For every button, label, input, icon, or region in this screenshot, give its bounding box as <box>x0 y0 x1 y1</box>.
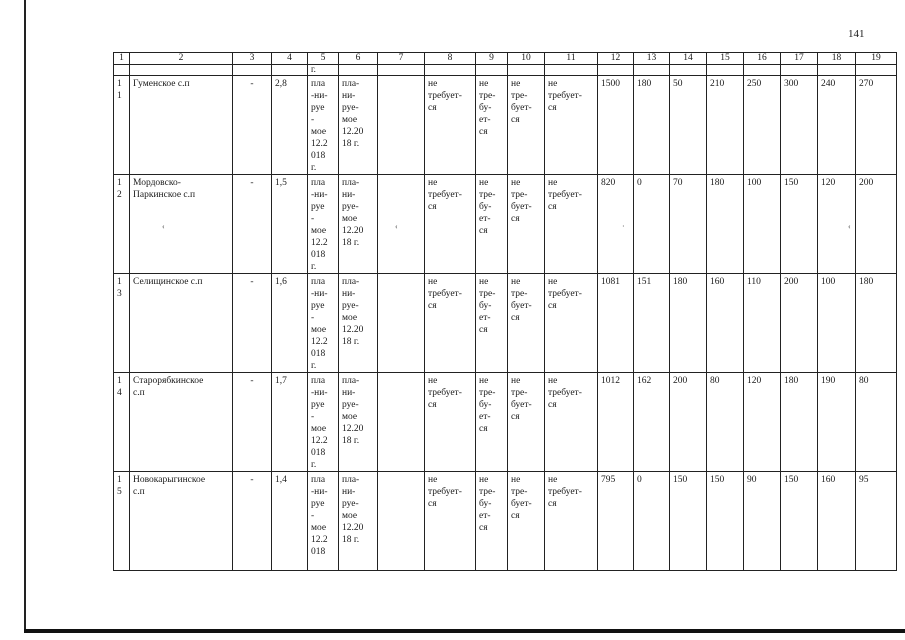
cell-col13: 0 <box>634 175 670 274</box>
cell-col19: 200 <box>856 175 897 274</box>
cell-col17: 200 <box>781 274 818 373</box>
data-table <box>113 52 897 571</box>
cell-col12: 820 <box>598 175 634 274</box>
settlement-name: Старорябкинское с.п <box>130 373 233 472</box>
cell-col18: 100 <box>818 274 856 373</box>
column-number: 17 <box>781 53 818 65</box>
cell-col7 <box>378 472 425 571</box>
empty-cell <box>707 65 744 76</box>
empty-cell <box>130 65 233 76</box>
cell-col8: не требует- ся <box>425 76 476 175</box>
cell-col17: 150 <box>781 472 818 571</box>
cell-col3: - <box>233 274 272 373</box>
cell-col14: 200 <box>670 373 707 472</box>
cell-col5: пла -ни- руе - мое 12.2 018 г. <box>308 274 339 373</box>
cell-col11: не требует- ся <box>545 274 598 373</box>
cell-col14: 180 <box>670 274 707 373</box>
cell-col18: 240 <box>818 76 856 175</box>
cell-col5: пла -ни- руе - мое 12.2 018 г. <box>308 373 339 472</box>
empty-cell <box>114 65 130 76</box>
cell-col16: 250 <box>744 76 781 175</box>
cell-col18: 160 <box>818 472 856 571</box>
column-number: 12 <box>598 53 634 65</box>
cell-col16: 100 <box>744 175 781 274</box>
row-number: 1 2 <box>114 175 130 274</box>
cell-col12: 795 <box>598 472 634 571</box>
column-number: 5 <box>308 53 339 65</box>
cell-col10: не тре- бует- ся <box>508 373 545 472</box>
cell-col15: 160 <box>707 274 744 373</box>
empty-cell <box>670 65 707 76</box>
cell-col4: 1,6 <box>272 274 308 373</box>
cell-col6: пла- ни- руе- мое 12.20 18 г. <box>339 373 378 472</box>
column-number: 18 <box>818 53 856 65</box>
table-row <box>114 175 897 274</box>
page-number: 141 <box>848 28 865 40</box>
cell-col14: 150 <box>670 472 707 571</box>
column-number: 13 <box>634 53 670 65</box>
cell-col19: 95 <box>856 472 897 571</box>
cell-col4: 2,8 <box>272 76 308 175</box>
cell-col6: пла- ни- руе- мое 12.20 18 г. <box>339 274 378 373</box>
cell-col10: не тре- бует- ся <box>508 274 545 373</box>
empty-cell <box>634 65 670 76</box>
cell-col18: 190 <box>818 373 856 472</box>
cell-col8: не требует- ся <box>425 274 476 373</box>
empty-cell <box>476 65 508 76</box>
scan-speck: ‹ <box>162 222 165 231</box>
column-number: 11 <box>545 53 598 65</box>
cell-col7 <box>378 76 425 175</box>
column-number: 16 <box>744 53 781 65</box>
cell-col7 <box>378 175 425 274</box>
cell-col4: 1,7 <box>272 373 308 472</box>
cell-col9: не тре- бу- ет- ся <box>476 175 508 274</box>
cell-col6: пла- ни- руе- мое 12.20 18 г. <box>339 472 378 571</box>
empty-cell <box>425 65 476 76</box>
cell-col6: пла- ни- руе- мое 12.20 18 г. <box>339 76 378 175</box>
scan-left-edge <box>24 0 26 632</box>
cell-col9: не тре- бу- ет- ся <box>476 373 508 472</box>
cell-col11: не требует- ся <box>545 373 598 472</box>
cell-col15: 150 <box>707 472 744 571</box>
scan-speck: ‹ <box>395 222 398 231</box>
table-row <box>114 373 897 472</box>
cell-col16: 90 <box>744 472 781 571</box>
column-number: 2 <box>130 53 233 65</box>
settlement-name: Мордовско- Паркинское с.п <box>130 175 233 274</box>
empty-cell <box>856 65 897 76</box>
cell-col4: 1,5 <box>272 175 308 274</box>
cell-col5: пла -ни- руе - мое 12.2 018 <box>308 472 339 571</box>
settlement-name: Новокарыгинское с.п <box>130 472 233 571</box>
cell-col9: не тре- бу- ет- ся <box>476 274 508 373</box>
cell-col10: не тре- бует- ся <box>508 472 545 571</box>
column-number: 6 <box>339 53 378 65</box>
scan-bottom-edge <box>24 629 905 633</box>
cell-col19: 180 <box>856 274 897 373</box>
cell-col7 <box>378 274 425 373</box>
settlement-name: Селищинское с.п <box>130 274 233 373</box>
empty-cell <box>545 65 598 76</box>
cell-col19: 270 <box>856 76 897 175</box>
cell-col16: 120 <box>744 373 781 472</box>
cell-col12: 1081 <box>598 274 634 373</box>
column-number: 4 <box>272 53 308 65</box>
cell-col16: 110 <box>744 274 781 373</box>
empty-cell <box>598 65 634 76</box>
empty-cell <box>272 65 308 76</box>
cell-col11: не требует- ся <box>545 175 598 274</box>
cell-col5: пла -ни- руе - мое 12.2 018 г. <box>308 76 339 175</box>
cell-col9: не тре- бу- ет- ся <box>476 76 508 175</box>
cell-col18: 120 <box>818 175 856 274</box>
cell-col3: - <box>233 76 272 175</box>
cell-col10: не тре- бует- ся <box>508 76 545 175</box>
cell-col17: 150 <box>781 175 818 274</box>
continuation-cell: г. <box>308 65 339 76</box>
row-number: 1 5 <box>114 472 130 571</box>
table-row <box>114 274 897 373</box>
cell-col11: не требует- ся <box>545 472 598 571</box>
column-number: 14 <box>670 53 707 65</box>
empty-cell <box>378 65 425 76</box>
row-number: 1 1 <box>114 76 130 175</box>
column-number: 8 <box>425 53 476 65</box>
cell-col12: 1500 <box>598 76 634 175</box>
row-number: 1 3 <box>114 274 130 373</box>
column-number: 15 <box>707 53 744 65</box>
cell-col13: 162 <box>634 373 670 472</box>
empty-cell <box>339 65 378 76</box>
column-number: 1 <box>114 53 130 65</box>
cell-col8: не требует- ся <box>425 472 476 571</box>
column-number: 9 <box>476 53 508 65</box>
cell-col3: - <box>233 175 272 274</box>
empty-cell <box>233 65 272 76</box>
row-number: 1 4 <box>114 373 130 472</box>
cell-col7 <box>378 373 425 472</box>
cell-col17: 300 <box>781 76 818 175</box>
column-number-row <box>114 53 897 65</box>
cell-col4: 1,4 <box>272 472 308 571</box>
table-row <box>114 76 897 175</box>
cell-col12: 1012 <box>598 373 634 472</box>
cell-col9: не тре- бу- ет- ся <box>476 472 508 571</box>
empty-cell <box>508 65 545 76</box>
scan-speck: ‹ <box>848 222 851 231</box>
cell-col13: 151 <box>634 274 670 373</box>
cell-col14: 70 <box>670 175 707 274</box>
empty-cell <box>781 65 818 76</box>
column-number: 10 <box>508 53 545 65</box>
cell-col11: не требует- ся <box>545 76 598 175</box>
empty-cell <box>818 65 856 76</box>
cell-col3: - <box>233 472 272 571</box>
cell-col14: 50 <box>670 76 707 175</box>
cell-col13: 180 <box>634 76 670 175</box>
empty-cell <box>744 65 781 76</box>
cell-col10: не тре- бует- ся <box>508 175 545 274</box>
cell-col13: 0 <box>634 472 670 571</box>
cell-col5: пла -ни- руе - мое 12.2 018 г. <box>308 175 339 274</box>
scan-speck: · <box>622 222 625 231</box>
column-number: 19 <box>856 53 897 65</box>
column-number: 3 <box>233 53 272 65</box>
settlement-name: Гуменское с.п <box>130 76 233 175</box>
cell-col8: не требует- ся <box>425 175 476 274</box>
cell-col19: 80 <box>856 373 897 472</box>
cell-col3: - <box>233 373 272 472</box>
cell-col15: 180 <box>707 175 744 274</box>
cell-col6: пла- ни- руе- мое 12.20 18 г. <box>339 175 378 274</box>
cell-col15: 210 <box>707 76 744 175</box>
cell-col8: не требует- ся <box>425 373 476 472</box>
table-row <box>114 472 897 571</box>
cell-col15: 80 <box>707 373 744 472</box>
cell-col17: 180 <box>781 373 818 472</box>
column-number: 7 <box>378 53 425 65</box>
continuation-row <box>114 65 897 76</box>
